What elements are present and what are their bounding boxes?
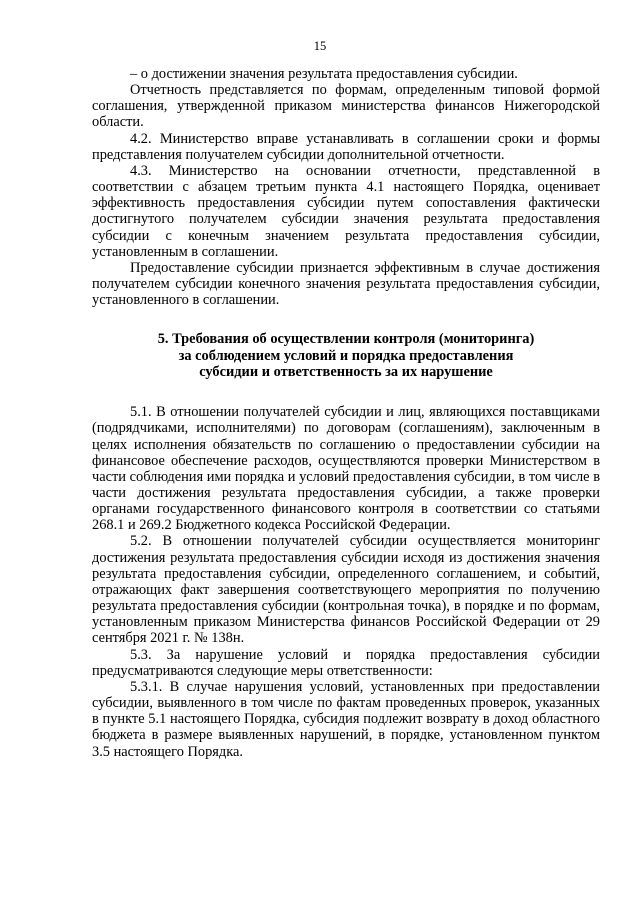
section-5-heading — [92, 331, 600, 380]
page-number: 15 — [313, 39, 327, 53]
section-heading-line: 5. Требования об осуществлении контроля (мониторинга) — [157, 331, 535, 348]
paragraph-reporting-forms: Отчетность представляется по формам, определенным типовой формой соглашения, утвержденной приказом министерства финансов Нижегородской области. — [92, 82, 600, 131]
paragraph-5-2: 5.2. В отношении получателей субсидии осуществляется мониторинг достижения результата предоставления субсидии исходя из достижения значения результата предоставления субсидии, определенного соглашением, и событий, отражающих факт завершения соответствующего мероприятия по получению результата предоставления субсидии (контрольная точка), в порядке и по формам, установленным приказом Министерства финансов Российской Федерации от 29 сентября 2021 г. № 138н. — [92, 533, 600, 647]
paragraph-4-2: 4.2. Министерство вправе устанавливать в соглашении сроки и формы представления получателем субсидии дополнительной отчетности. — [92, 130, 600, 163]
paragraph-5-3: 5.3. За нарушение условий и порядка предоставления субсидии предусматриваются следующие меры ответственности: — [92, 646, 600, 679]
section-heading-line: за соблюдением условий и порядка предоставления — [178, 347, 514, 364]
paragraph-4-3: 4.3. Министерство на основании отчетности, представленной в соответствии с абзацем третьим пункта 4.1 настоящего Порядка, оценивает эффективность предоставления субсидии путем сопоставления фактически достигнутого получателем субсидии значения результата предоставления субсидии с конечным значением результата предоставления субсидии, установленным в соглашении. — [92, 162, 600, 260]
section-heading-line: субсидии и ответственность за их нарушение — [199, 363, 493, 380]
paragraph-5-1: 5.1. В отношении получателей субсидии и лиц, являющихся поставщиками (подрядчиками, исполнителями) по договорам (соглашениям), заключенным в целях исполнения обязательств по соглашению о предоставлении субсидии на финансовое обеспечение расходов, осуществляются проверки Министерством в части соблюдения ими порядка и условий предоставления субсидии, в том числе в части достижения результата предоставления субсидии, а также проверки органами государственного финансового контроля в соответствии со статьями 268.1 и 269.2 Бюджетного кодекса Российской Федерации. — [92, 404, 600, 534]
document-body — [92, 66, 600, 760]
paragraph-reporting-result: – о достижении значения результата предоставления субсидии. — [130, 66, 518, 82]
paragraph-effectiveness: Предоставление субсидии признается эффективным в случае достижения получателем субсидии конечного значения результата предоставления субсидии, установленного в соглашении. — [92, 259, 600, 309]
paragraph-5-3-1: 5.3.1. В случае нарушения условий, установленных при предоставлении субсидии, выявленного в том числе по фактам проведенных проверок, указанных в пункте 5.1 настоящего Порядка, субсидия подлежит возврату в доход областного бюджета в размере выявленных нарушений, в порядке, установленном пунктом 3.5 настоящего Порядка. — [92, 678, 600, 760]
